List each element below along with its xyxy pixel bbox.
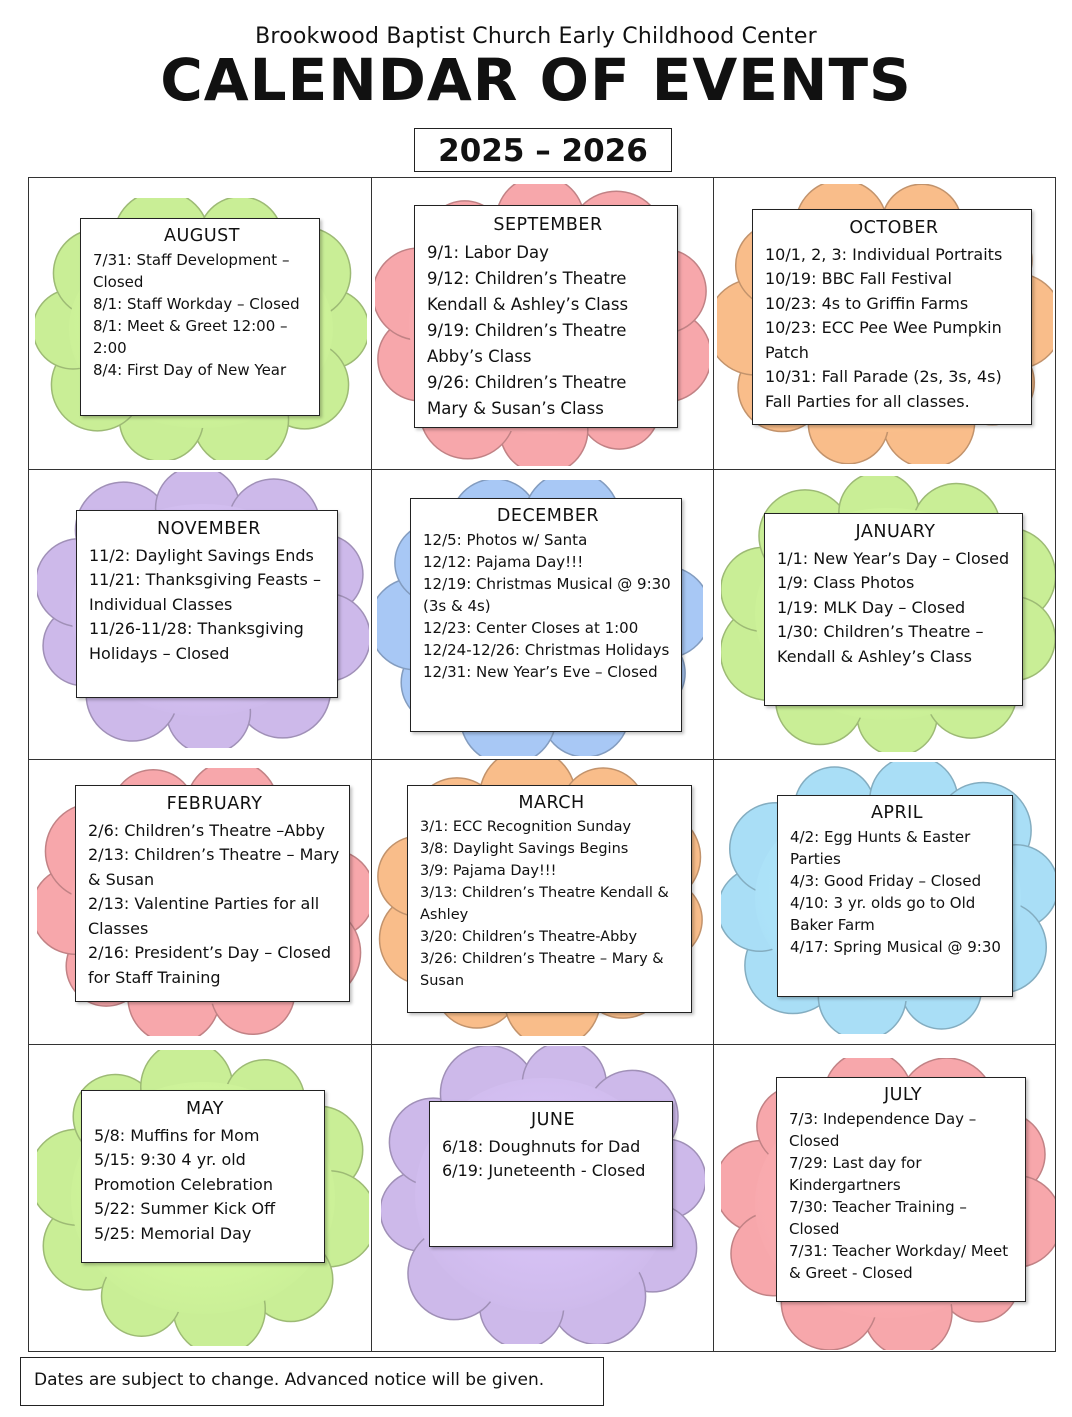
month-box-august <box>80 218 320 416</box>
event-item: 3/20: Children’s Theatre-Abby <box>420 929 638 945</box>
event-item: 9/19: Children’s Theatre Abby’s Class <box>427 321 627 366</box>
event-item: 2/13: Children’s Theatre – Mary & Susan <box>88 845 340 889</box>
event-item: 12/5: Photos w/ Santa <box>423 531 588 549</box>
event-item: 10/1, 2, 3: Individual Portraits <box>765 244 1003 264</box>
month-box-march <box>407 785 692 1013</box>
event-item: 5/22: Summer Kick Off <box>94 1199 276 1218</box>
month-title: APRIL <box>870 803 924 823</box>
event-item: 3/8: Daylight Savings Begins <box>420 841 629 857</box>
month-title: SEPTEMBER <box>493 215 603 235</box>
month-title: JUNE <box>530 1110 576 1130</box>
event-item: 1/19: MLK Day – Closed <box>777 597 966 617</box>
event-item: 7/3: Independence Day – Closed <box>789 1110 977 1150</box>
month-box-june <box>429 1101 673 1247</box>
event-item: 8/1: Staff Workday – Closed <box>93 295 300 313</box>
month-title: MAY <box>186 1099 224 1119</box>
month-box-november <box>76 510 338 698</box>
event-item: 3/26: Children’s Theatre – Mary & Susan <box>420 951 664 989</box>
month-title: OCTOBER <box>849 218 939 238</box>
event-item: 4/17: Spring Musical @ 9:30 <box>790 938 1001 956</box>
event-item: 7/31: Staff Development – Closed <box>93 251 290 291</box>
event-item: 7/29: Last day for Kindergartners <box>789 1154 922 1194</box>
event-item: 3/1: ECC Recognition Sunday <box>420 819 632 835</box>
event-item: 10/19: BBC Fall Festival <box>765 269 952 288</box>
event-item: 12/19: Christmas Musical @ 9:30 (3s & 4s) <box>423 575 671 615</box>
event-item: 1/9: Class Photos <box>777 573 915 592</box>
month-box-december <box>410 498 682 732</box>
event-item: 9/1: Labor Day <box>427 243 549 262</box>
event-item: 2/6: Children’s Theatre –Abby <box>88 820 326 840</box>
event-item: 2/13: Valentine Parties for all Classes <box>88 894 320 938</box>
event-item: 10/23: ECC Pee Wee Pumpkin Patch <box>765 318 1002 362</box>
event-item: 10/23: 4s to Griffin Farms <box>765 293 969 313</box>
event-item: 12/24-12/26: Christmas Holidays <box>423 641 670 659</box>
month-box-october <box>752 209 1032 425</box>
month-box-may <box>81 1090 325 1263</box>
month-box-february <box>75 785 350 1002</box>
event-item: 1/30: Children’s Theatre – Kendall & Ashley’s Class <box>777 622 984 666</box>
grid-divider <box>29 469 1055 470</box>
month-box-april <box>777 795 1013 997</box>
month-box-july <box>776 1077 1026 1302</box>
event-item: 7/31: Teacher Workday/ Meet & Greet - Closed <box>789 1242 1009 1282</box>
event-item: 3/9: Pajama Day!!! <box>420 863 557 879</box>
event-item: 9/26: Children’s Theatre Mary & Susan’s Class <box>427 373 627 418</box>
event-item: 9/12: Children’s Theatre Kendall & Ashley’s Class <box>427 269 629 314</box>
grid-divider <box>29 1044 1055 1045</box>
event-item: 12/31: New Year’s Eve – Closed <box>423 663 658 681</box>
disclaimer-note: Dates are subject to change. Advanced notice will be given. <box>20 1357 604 1406</box>
calendar-grid <box>28 177 1056 1352</box>
event-item: 10/31: Fall Parade (2s, 3s, 4s) Fall Parties for all classes. <box>765 367 1002 411</box>
event-item: 3/13: Children’s Theatre Kendall & Ashley <box>420 885 669 923</box>
grid-divider <box>371 178 372 1351</box>
month-title: NOVEMBER <box>157 519 261 539</box>
event-item: 2/16: President’s Day – Closed for Staff Training <box>88 943 332 987</box>
center-name: Brookwood Baptist Church Early Childhood Center <box>255 24 817 49</box>
month-box-january <box>764 513 1023 706</box>
page-title: CALENDAR OF EVENTS <box>160 46 912 114</box>
event-item: 6/18: Doughnuts for Dad <box>442 1136 641 1156</box>
event-item: 8/4: First Day of New Year <box>93 361 287 379</box>
event-item: 8/1: Meet & Greet 12:00 – 2:00 <box>93 317 288 357</box>
month-title: JULY <box>883 1085 923 1105</box>
month-title: FEBRUARY <box>166 794 263 814</box>
month-title: DECEMBER <box>496 506 600 526</box>
month-title: MARCH <box>518 793 585 813</box>
event-item: 5/8: Muffins for Mom <box>94 1125 260 1145</box>
event-item: 5/25: Memorial Day <box>94 1223 252 1243</box>
month-box-september <box>414 205 678 428</box>
event-item: 12/23: Center Closes at 1:00 <box>423 619 639 637</box>
month-title: JANUARY <box>855 522 936 542</box>
month-title: AUGUST <box>164 226 240 246</box>
event-item: 7/30: Teacher Training – Closed <box>789 1198 967 1238</box>
event-item: 11/26-11/28: Thanksgiving Holidays – Closed <box>89 619 304 663</box>
school-year: 2025 – 2026 <box>414 128 672 172</box>
grid-divider <box>713 178 714 1351</box>
event-item: 11/21: Thanksgiving Feasts – Individual Classes <box>89 570 321 614</box>
event-item: 12/12: Pajama Day!!! <box>423 553 584 571</box>
event-item: 1/1: New Year’s Day – Closed <box>777 548 1010 568</box>
event-item: 5/15: 9:30 4 yr. old Promotion Celebration <box>94 1150 273 1194</box>
event-item: 4/3: Good Friday – Closed <box>790 872 982 890</box>
event-item: 6/19: Juneteenth - Closed <box>442 1161 646 1180</box>
event-item: 4/2: Egg Hunts & Easter Parties <box>790 828 971 868</box>
event-item: 11/2: Daylight Savings Ends <box>89 545 314 565</box>
event-item: 4/10: 3 yr. olds go to Old Baker Farm <box>790 894 976 934</box>
